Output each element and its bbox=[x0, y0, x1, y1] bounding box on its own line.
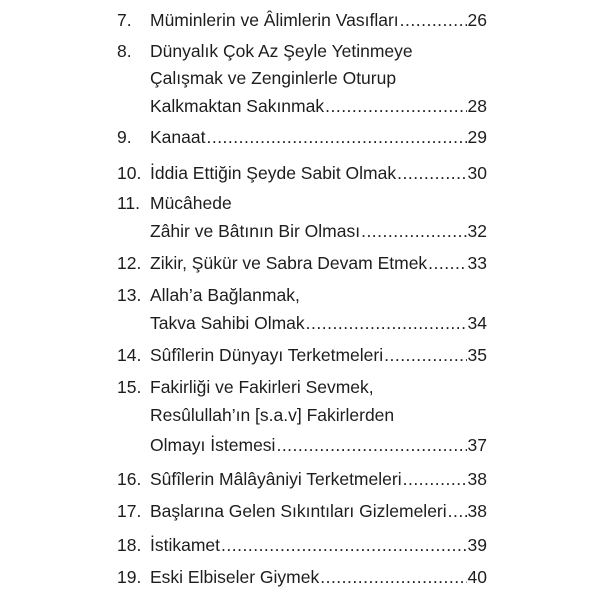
entry-number: 13. bbox=[117, 285, 142, 305]
dot-leader bbox=[361, 218, 466, 244]
toc-entry-line bbox=[117, 432, 487, 458]
toc-entry-line bbox=[117, 564, 487, 590]
entry-title: İstikamet bbox=[150, 535, 221, 555]
entry-text bbox=[150, 342, 487, 368]
dot-leader bbox=[403, 466, 467, 492]
entry-number: 11. bbox=[117, 193, 141, 213]
entry-number: 18. bbox=[117, 535, 142, 555]
entry-text bbox=[150, 190, 487, 216]
entry-text bbox=[150, 310, 487, 336]
dot-leader bbox=[384, 342, 466, 368]
entry-title: Sûfîlerin Dünyayı Terketmeleri bbox=[150, 345, 384, 365]
entry-title: İddia Ettiğin Şeyde Sabit Olmak bbox=[150, 163, 397, 183]
dot-leader bbox=[320, 564, 466, 590]
entry-text bbox=[150, 432, 487, 458]
entry-title: Çalışmak ve Zenginlerle Oturup bbox=[150, 68, 397, 88]
entry-text bbox=[150, 374, 487, 400]
toc-entry-line bbox=[117, 65, 487, 91]
toc-entry-line bbox=[117, 374, 487, 400]
entry-text bbox=[150, 532, 487, 558]
entry-title: Eski Elbiseler Giymek bbox=[150, 567, 320, 587]
entry-text bbox=[150, 124, 487, 150]
entry-text bbox=[150, 466, 487, 492]
entry-title: Kanaat bbox=[150, 127, 206, 147]
entry-number: 8. bbox=[117, 41, 132, 61]
entry-title: Kalkmaktan Sakınmak bbox=[150, 96, 325, 116]
entry-title: Zâhir ve Bâtının Bir Olması bbox=[150, 221, 361, 241]
entry-title: Mücâhede bbox=[150, 193, 232, 213]
entry-title: Takva Sahibi Olmak bbox=[150, 313, 305, 333]
entry-title: Sûfîlerin Mâlâyâniyi Terketmeleri bbox=[150, 469, 402, 489]
entry-text bbox=[150, 65, 487, 91]
toc-entry-line bbox=[117, 93, 487, 119]
toc-entry-line bbox=[117, 124, 487, 150]
entry-text bbox=[150, 250, 487, 276]
entry-title: Allah’a Bağlanmak, bbox=[150, 285, 300, 305]
page-number: 29 bbox=[467, 127, 487, 147]
entry-text bbox=[150, 38, 487, 64]
entry-text bbox=[150, 160, 487, 186]
page-number: 38 bbox=[467, 501, 487, 521]
entry-title: Resûlullah’ın [s.a.v] Fakirlerden bbox=[150, 405, 395, 425]
entry-number: 7. bbox=[117, 10, 132, 30]
page-number: 37 bbox=[467, 435, 487, 455]
entry-title: Dünyalık Çok Az Şeyle Yetinmeye bbox=[150, 41, 413, 61]
toc-entry-line bbox=[117, 282, 487, 308]
entry-number: 15. bbox=[117, 377, 142, 397]
entry-number: 12. bbox=[117, 253, 142, 273]
entry-text bbox=[150, 7, 487, 33]
toc-entry-line bbox=[117, 402, 487, 428]
entry-title: Başlarına Gelen Sıkıntıları Gizlemeleri bbox=[150, 501, 447, 521]
page-number: 40 bbox=[467, 567, 487, 587]
dot-leader bbox=[400, 7, 467, 33]
page-number: 39 bbox=[467, 535, 487, 555]
entry-text bbox=[150, 218, 487, 244]
entry-title: Fakirliği ve Fakirleri Sevmek, bbox=[150, 377, 374, 397]
toc-entry-line bbox=[117, 38, 487, 64]
page-number: 32 bbox=[467, 221, 487, 241]
entry-number: 19. bbox=[117, 567, 142, 587]
entry-title: Zikir, Şükür ve Sabra Devam Etmek bbox=[150, 253, 428, 273]
entry-number: 16. bbox=[117, 469, 142, 489]
entry-number: 9. bbox=[117, 127, 132, 147]
dot-leader bbox=[448, 498, 467, 524]
dot-leader bbox=[276, 432, 466, 458]
toc-entry-line bbox=[117, 160, 487, 186]
page-number: 34 bbox=[467, 313, 487, 333]
entry-text bbox=[150, 564, 487, 590]
entry-text bbox=[150, 402, 487, 428]
entry-text bbox=[150, 498, 487, 524]
page-number: 33 bbox=[467, 253, 487, 273]
toc-entry-line bbox=[117, 342, 487, 368]
page-number: 30 bbox=[467, 163, 487, 183]
dot-leader bbox=[221, 532, 467, 558]
dot-leader bbox=[206, 124, 466, 150]
toc-entry-line bbox=[117, 466, 487, 492]
entry-text bbox=[150, 93, 487, 119]
page-number: 26 bbox=[467, 10, 487, 30]
toc-entry-line bbox=[117, 218, 487, 244]
toc-entry-line bbox=[117, 498, 487, 524]
entry-number: 10. bbox=[117, 163, 142, 183]
toc-entry-line bbox=[117, 532, 487, 558]
toc-entry-line bbox=[117, 250, 487, 276]
dot-leader bbox=[397, 160, 466, 186]
entry-text bbox=[150, 282, 487, 308]
entry-number: 17. bbox=[117, 501, 142, 521]
dot-leader bbox=[306, 310, 467, 336]
entry-title: Müminlerin ve Âlimlerin Vasıfları bbox=[150, 10, 399, 30]
entry-title: Olmayı İstemesi bbox=[150, 435, 276, 455]
entry-number: 14. bbox=[117, 345, 142, 365]
dot-leader bbox=[325, 93, 466, 119]
dot-leader bbox=[428, 250, 466, 276]
toc-entry-line bbox=[117, 190, 487, 216]
page-number: 38 bbox=[467, 469, 487, 489]
page-number: 28 bbox=[467, 96, 487, 116]
toc-entry-line bbox=[117, 310, 487, 336]
toc-entry-line bbox=[117, 7, 487, 33]
page-number: 35 bbox=[467, 345, 487, 365]
